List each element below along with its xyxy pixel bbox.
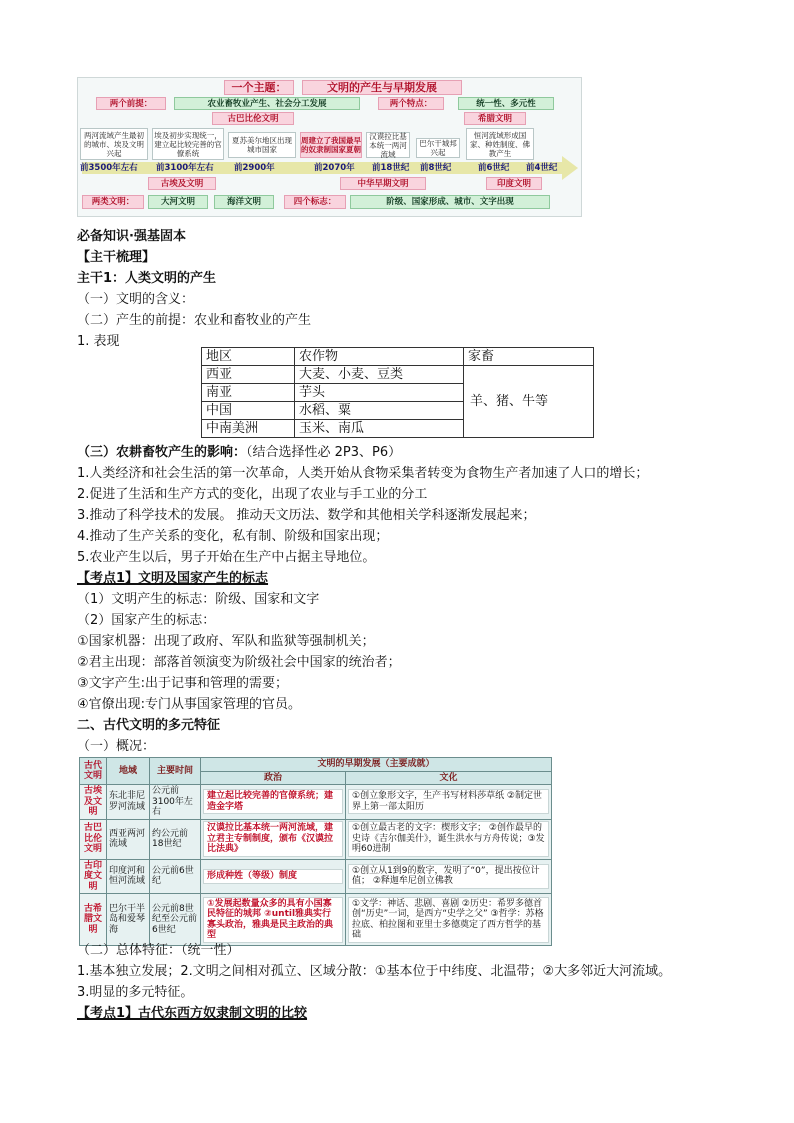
premise-label: 两个前提：	[96, 97, 166, 110]
crop-plants: 芋头	[295, 384, 464, 402]
item-premise-text: 农业和畜牧业的产生	[194, 313, 312, 328]
china-label: 中华早期文明	[340, 177, 426, 190]
civ-time: 公元前6世纪	[150, 859, 201, 894]
civ-region: 巴尔干半岛和爱琴海	[107, 894, 150, 946]
crop-header: 农作物	[295, 348, 464, 366]
section-2-sub2: （二）总体特征：（统一性）	[77, 943, 240, 958]
civ-culture: ①文学：神话、悲剧、喜剧 ②历史：希罗多德首创“历史”一词，是西方“史学之父” ③哲学：苏格拉底、柏拉图和亚里士多德奠定了西方哲学的基础	[348, 897, 549, 943]
crop-livestock: 羊、猪、牛等	[464, 366, 594, 438]
crop-region: 中国	[202, 402, 295, 420]
crop-plants: 大麦、小麦、豆类	[295, 366, 464, 384]
india-label: 印度文明	[486, 177, 542, 190]
civ-time: 公元前8世纪至公元前6世纪	[150, 894, 201, 946]
timeline-arrowhead	[562, 156, 578, 180]
overall-feature-1: 1.基本独立发展；2.文明之间相对孤立、区域分散：①基本位于中纬度、北温带；②大多邻近大河流域。	[77, 964, 672, 979]
timeline-date: 前2900年	[234, 163, 275, 173]
four-marks-text: 阶级、国家形成、城市、文字出现	[350, 195, 550, 209]
section-2-sub1: （一）概况：	[77, 739, 156, 754]
timeline-date: 前6世纪	[478, 163, 510, 173]
greece-label: 希腊文明	[464, 112, 526, 125]
item-impact	[77, 444, 401, 461]
main-label: 一个主题：	[224, 80, 294, 95]
event-box: 埃及初步实现统一，建立起比较完善的官僚系统	[152, 128, 224, 160]
civ-table-header: 政治	[201, 771, 346, 785]
civ-type-ocean: 海洋文明	[214, 195, 274, 209]
timeline-date: 前3500年左右	[80, 163, 138, 173]
crop-plants: 水稻、粟	[295, 402, 464, 420]
civ-name: 古希腊文明	[80, 894, 107, 946]
crop-plants: 玉米、南瓜	[295, 420, 464, 438]
civ-politics: 建立起比较完善的官僚系统；建造金字塔	[203, 789, 343, 814]
civ-table-header: 地域	[107, 758, 150, 785]
civ-politics: ①发展起数量众多的具有小国寡民特征的城邦 ②until雅典实行寡头政治，雅典是民主政治的典型	[203, 897, 343, 943]
item-premise-label: （二）产生的前提：	[77, 313, 195, 328]
item-definition: （一）文明的含义：	[77, 292, 195, 307]
event-box: 周建立了我国最早的奴隶制国家夏朝	[300, 132, 362, 158]
item-premise	[77, 312, 311, 329]
civ-culture: ①创立象形文字，生产书写材料莎草纸 ②制定世界上第一部太阳历	[348, 789, 549, 814]
impact-line: 3.推动了科学技术的发展。 推动天文历法、数学和其他相关学科逐渐发展起来；	[77, 508, 536, 523]
section-2-heading: 二、古代文明的多元特征	[77, 718, 221, 733]
crop-region: 西亚	[202, 366, 295, 384]
civ-politics: 汉谟拉比基本统一两河流域，建立君主专制制度，颁布《汉谟拉比法典》	[203, 821, 343, 857]
kaodian-1-item: ①国家机器：出现了政府、军队和监狱等强制机关；	[77, 634, 375, 649]
event-box: 恒河流域形成国家、种姓制度、佛教产生	[466, 128, 534, 160]
event-box: 夏苏美尔地区出现城市国家	[228, 132, 296, 158]
kaodian-1-item: ③文字产生:出于记事和管理的需要；	[77, 676, 289, 691]
civ-name: 古巴比伦文明	[80, 819, 107, 859]
civ-table-header: 文化	[346, 771, 552, 785]
civ-table-header: 文明的早期发展（主要成就）	[201, 758, 552, 772]
civ-time: 公元前3100年左右	[150, 785, 201, 820]
kaodian-1-item: （2）国家产生的标志：	[77, 613, 216, 628]
civ-name: 古印度文明	[80, 859, 107, 894]
kaodian-1-item: （1）文明产生的标志：阶级、国家和文字	[77, 592, 320, 607]
civ-time: 约公元前18世纪	[150, 819, 201, 859]
crop-header: 地区	[202, 348, 295, 366]
main-theme: 文明的产生与早期发展	[302, 80, 462, 95]
civ-table-header: 主要时间	[150, 758, 201, 785]
impact-line: 2.促进了生活和生产方式的变化，出现了农业与手工业的分工	[77, 487, 428, 502]
civ-culture: ①创立最古老的文字：楔形文字； ②创作最早的史诗《吉尔伽美什》，诞生洪水与方舟传说；③发明60进制	[348, 821, 549, 857]
civ-region: 西亚两河流域	[107, 819, 150, 859]
item-premise-sub: 1. 表现	[77, 334, 120, 349]
feature-text: 统一性、多元性	[458, 97, 554, 110]
overall-feature-2: 3.明显的多元特征。	[77, 985, 194, 1000]
crop-table	[201, 347, 594, 438]
crop-header: 家畜	[464, 348, 594, 366]
civ-culture: ①创立从1到9的数字，发明了“0”，提出按位计值； ②释迦牟尼创立佛教	[348, 864, 549, 889]
trunk-1-heading: 主干1：人类文明的产生	[77, 271, 217, 286]
two-civ-label: 两类文明：	[82, 195, 144, 209]
item-impact-note: （结合选择性必 2P3、P6）	[246, 445, 402, 460]
kaodian-2-heading: 【考点1】古代东西方奴隶制文明的比较	[77, 1006, 308, 1021]
premise-text: 农业畜牧业产生、社会分工发展	[174, 97, 360, 110]
civilization-overview-diagram	[77, 77, 582, 217]
crop-region: 南亚	[202, 384, 295, 402]
impact-line: 5.农业产生以后，男子开始在生产中占据主导地位。	[77, 550, 376, 565]
event-box: 巴尔干城邦兴起	[416, 138, 460, 158]
event-box: 汉谟拉比基本统一两河流域	[366, 132, 410, 158]
kaodian-1-heading: 【考点1】文明及国家产生的标志	[77, 571, 269, 586]
kaodian-1-item: ②君主出现：部落首领演变为阶级社会中国家的统治者；	[77, 655, 401, 670]
egypt-label: 古埃及文明	[148, 177, 216, 190]
civ-type-river: 大河文明	[148, 195, 208, 209]
impact-line: 1.人类经济和社会生活的第一次革命，人类开始从食物采集者转变为食物生产者加速了人口的增长；	[77, 466, 649, 481]
crop-region: 中南美洲	[202, 420, 295, 438]
civ-region: 印度河和恒河流域	[107, 859, 150, 894]
impact-line: 4.推动了生产关系的变化，私有制、阶级和国家出现；	[77, 529, 389, 544]
kaodian-1-item: ④官僚出现:专门从事国家管理的官员。	[77, 697, 302, 712]
main-outline-heading: 【主干梳理】	[77, 250, 156, 265]
item-impact-label: （三）农耕畜牧产生的影响：	[77, 445, 247, 460]
feature-label: 两个特点：	[378, 97, 444, 110]
civ-name: 古埃及文明	[80, 785, 107, 820]
timeline-date: 前3100年左右	[156, 163, 214, 173]
timeline-date: 前4世纪	[526, 163, 558, 173]
civ-table-header: 古代文明	[80, 758, 107, 785]
ancient-civilizations-table	[79, 757, 552, 946]
timeline-date: 前8世纪	[420, 163, 452, 173]
timeline-date: 前18世纪	[372, 163, 410, 173]
timeline-date: 前2070年	[314, 163, 355, 173]
four-marks-label: 四个标志：	[284, 195, 346, 209]
civ-politics: 形成种姓（等级）制度	[203, 869, 343, 884]
section-title: 必备知识·强基固本	[77, 229, 186, 244]
event-box: 两河流域产生最初的城市、埃及文明兴起	[80, 128, 148, 160]
civ-region: 东北非尼罗河流域	[107, 785, 150, 820]
babylon-label: 古巴比伦文明	[212, 112, 294, 125]
